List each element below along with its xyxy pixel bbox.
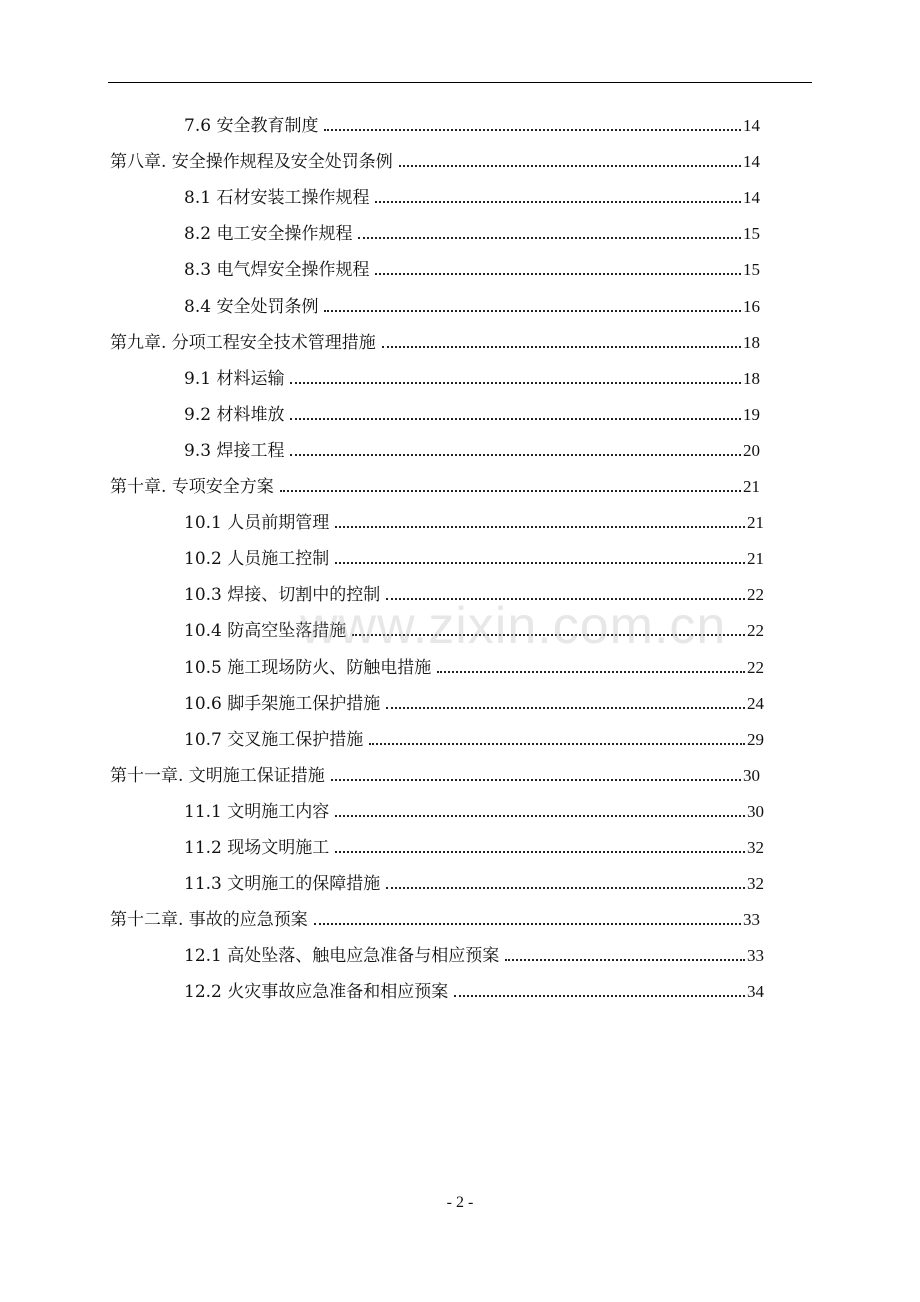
toc-entry-title: 10.6 脚手架施工保护措施 bbox=[184, 694, 381, 714]
toc-page-number: 19 bbox=[743, 405, 760, 424]
header-rule bbox=[108, 82, 812, 83]
toc-dot-leader bbox=[290, 437, 741, 465]
toc-entry-title: 第十二章. 事故的应急预案 bbox=[110, 910, 308, 930]
toc-dot-leader bbox=[454, 978, 745, 1006]
toc-page-number: 24 bbox=[747, 694, 764, 713]
toc-page-number: 16 bbox=[743, 297, 760, 316]
toc-page-number: 29 bbox=[747, 730, 764, 749]
toc-section-row[interactable] bbox=[184, 365, 760, 393]
toc-section-row[interactable] bbox=[184, 112, 760, 140]
toc-entry-title: 8.1 石材安装工操作规程 bbox=[184, 188, 370, 208]
toc-page-number: 32 bbox=[747, 838, 764, 857]
toc-page-number: 15 bbox=[743, 224, 760, 243]
toc-page-number: 33 bbox=[747, 946, 764, 965]
toc-entry-title: 8.3 电气焊安全操作规程 bbox=[184, 260, 370, 280]
toc-entry-title: 10.7 交叉施工保护措施 bbox=[184, 730, 364, 750]
toc-dot-leader bbox=[352, 617, 745, 645]
toc-chapter-row[interactable] bbox=[110, 906, 760, 934]
toc-dot-leader bbox=[280, 473, 741, 501]
toc-entry-title: 10.3 焊接、切割中的控制 bbox=[184, 585, 381, 605]
toc-dot-leader bbox=[358, 220, 741, 248]
toc-section-row[interactable] bbox=[184, 617, 764, 645]
toc-page-number: 30 bbox=[743, 766, 760, 785]
toc-page-number: 18 bbox=[743, 369, 760, 388]
toc-entry-title: 10.2 人员施工控制 bbox=[184, 549, 330, 569]
toc-dot-leader bbox=[324, 112, 741, 140]
toc-section-row[interactable] bbox=[184, 220, 760, 248]
toc-page-number: 18 bbox=[743, 333, 760, 352]
toc-page-number: 14 bbox=[743, 152, 760, 171]
toc-section-row[interactable] bbox=[184, 184, 760, 212]
toc-chapter-row[interactable] bbox=[110, 148, 760, 176]
toc-dot-leader bbox=[505, 942, 745, 970]
toc-entry-title: 10.5 施工现场防火、防触电措施 bbox=[184, 658, 432, 678]
toc-dot-leader bbox=[290, 365, 741, 393]
toc-section-row[interactable] bbox=[184, 690, 764, 718]
toc-page-number: 20 bbox=[743, 441, 760, 460]
toc-page-number: 30 bbox=[747, 802, 764, 821]
toc-dot-leader bbox=[331, 762, 741, 790]
toc-page-number: 21 bbox=[747, 513, 764, 532]
toc-entry-title: 12.2 火灾事故应急准备和相应预案 bbox=[184, 982, 449, 1002]
toc-dot-leader bbox=[386, 581, 745, 609]
toc-page-number: 14 bbox=[743, 188, 760, 207]
toc-dot-leader bbox=[324, 293, 741, 321]
toc-section-row[interactable] bbox=[184, 834, 764, 862]
toc-entry-title: 7.6 安全教育制度 bbox=[184, 116, 319, 136]
toc-page-number: 22 bbox=[747, 658, 764, 677]
toc-section-row[interactable] bbox=[184, 942, 764, 970]
toc-page-number: 21 bbox=[743, 477, 760, 496]
page-number: - 2 - bbox=[446, 1194, 474, 1211]
toc-entry-title: 9.2 材料堆放 bbox=[184, 405, 285, 425]
toc-chapter-row[interactable] bbox=[110, 762, 760, 790]
toc-section-row[interactable] bbox=[184, 726, 764, 754]
toc-entry-title: 第十章. 专项安全方案 bbox=[110, 477, 274, 497]
toc-chapter-row[interactable] bbox=[110, 473, 760, 501]
toc-dot-leader bbox=[375, 184, 741, 212]
toc-dot-leader bbox=[335, 798, 745, 826]
toc-entry-title: 9.1 材料运输 bbox=[184, 369, 285, 389]
toc-section-row[interactable] bbox=[184, 545, 764, 573]
toc-entry-title: 8.2 电工安全操作规程 bbox=[184, 224, 353, 244]
toc-entry-title: 12.1 高处坠落、触电应急准备与相应预案 bbox=[184, 946, 500, 966]
toc-section-row[interactable] bbox=[184, 581, 764, 609]
toc-section-row[interactable] bbox=[184, 509, 764, 537]
toc-entry-title: 10.1 人员前期管理 bbox=[184, 513, 330, 533]
toc-chapter-row[interactable] bbox=[110, 329, 760, 357]
toc-entry-title: 第十一章. 文明施工保证措施 bbox=[110, 766, 325, 786]
toc-entry-title: 8.4 安全处罚条例 bbox=[184, 297, 319, 317]
toc-dot-leader bbox=[369, 726, 745, 754]
toc-section-row[interactable] bbox=[184, 870, 764, 898]
toc-entry-title: 第九章. 分项工程安全技术管理措施 bbox=[110, 333, 376, 353]
toc-page-number: 22 bbox=[747, 621, 764, 640]
toc-entry-title: 9.3 焊接工程 bbox=[184, 441, 285, 461]
toc-section-row[interactable] bbox=[184, 798, 764, 826]
toc-page-number: 32 bbox=[747, 874, 764, 893]
toc-entry-title: 11.2 现场文明施工 bbox=[184, 838, 330, 858]
toc-page-number: 15 bbox=[743, 260, 760, 279]
toc-entry-title: 11.3 文明施工的保障措施 bbox=[184, 874, 381, 894]
toc-entry-title: 第八章. 安全操作规程及安全处罚条例 bbox=[110, 152, 393, 172]
toc-page-number: 22 bbox=[747, 585, 764, 604]
toc-dot-leader bbox=[290, 401, 741, 429]
toc-section-row[interactable] bbox=[184, 654, 764, 682]
toc-section-row[interactable] bbox=[184, 293, 760, 321]
toc-section-row[interactable] bbox=[184, 437, 760, 465]
toc-dot-leader bbox=[335, 545, 745, 573]
toc-entry-title: 11.1 文明施工内容 bbox=[184, 802, 330, 822]
toc-entry-title: 10.4 防高空坠落措施 bbox=[184, 621, 347, 641]
toc-page-number: 34 bbox=[747, 982, 764, 1001]
toc-section-row[interactable] bbox=[184, 978, 764, 1006]
toc-dot-leader bbox=[382, 329, 741, 357]
watermark: www.zixin.com.cn bbox=[300, 597, 727, 655]
toc-section-row[interactable] bbox=[184, 256, 760, 284]
toc-dot-leader bbox=[399, 148, 741, 176]
toc-page-number: 14 bbox=[743, 116, 760, 135]
toc-dot-leader bbox=[335, 509, 745, 537]
toc-section-row[interactable] bbox=[184, 401, 760, 429]
toc-page-number: 33 bbox=[743, 910, 760, 929]
toc-page-number: 21 bbox=[747, 549, 764, 568]
toc-dot-leader bbox=[386, 690, 745, 718]
toc-dot-leader bbox=[314, 906, 741, 934]
toc-dot-leader bbox=[375, 256, 741, 284]
page-footer bbox=[0, 1194, 920, 1212]
toc-dot-leader bbox=[386, 870, 745, 898]
toc-dot-leader bbox=[335, 834, 745, 862]
toc-dot-leader bbox=[437, 654, 745, 682]
